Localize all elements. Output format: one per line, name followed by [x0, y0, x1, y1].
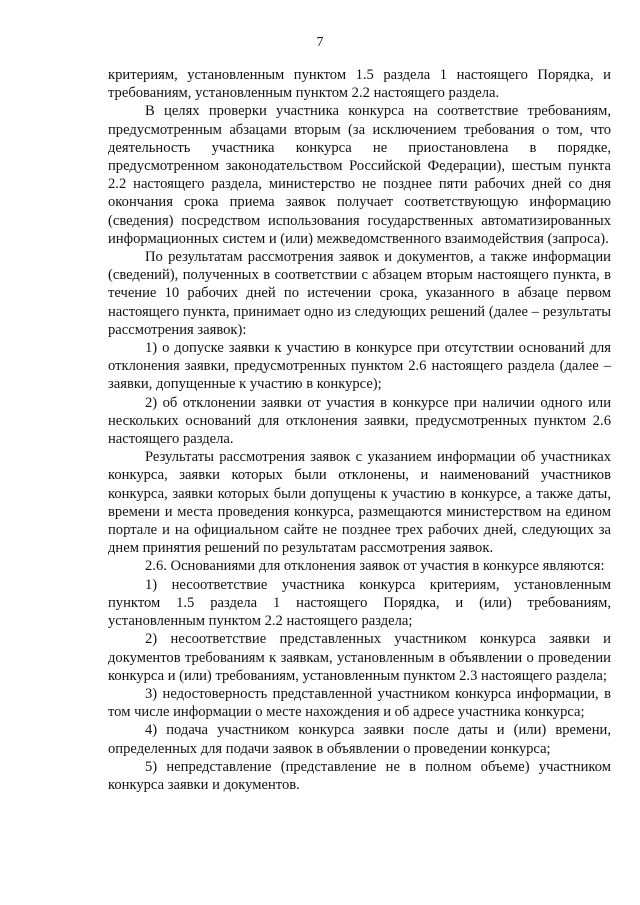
- list-item: 4) подача участником конкурса заявки после даты и (или) времени, определенных для подачи заявок в объявлении о проведении конкурса;: [108, 722, 611, 757]
- list-item: 3) недостоверность представленной участником конкурса информации, в том числе информации о месте нахождения и об адресе участника конкурса;: [108, 685, 611, 721]
- paragraph: В целях проверки участника конкурса на соответствие требованиям, предусмотренным абзацами вторым (за исключением требования о том, что деятельность участника конкурса не приостановлена в порядке, предусмотренном законодательством Российской Федерации), шестым пункта 2.2 настоящего раздела, министерство не позднее пяти рабочих дней со дня окончания срока приема заявок получает соответствующую информацию (сведения) посредством использования государственных автоматизированных информационных систем и (или) межведомственного взаимодействия (запроса).: [108, 103, 611, 247]
- list-item: 1) о допуске заявки к участию в конкурсе при отсутствии оснований для отклонения заявки, предусмотренных пунктом 2.6 настоящего раздела (далее – заявки, допущенные к участию в конкурсе);: [108, 340, 611, 393]
- section-heading-paragraph: 2.6. Основаниями для отклонения заявок от участия в конкурсе являются:: [145, 558, 605, 575]
- document-body: [108, 66, 611, 794]
- list-item: 5) непредставление (представление не в полном объеме) участником конкурса заявки и документов.: [108, 758, 611, 793]
- page-number: 7: [316, 35, 324, 50]
- paragraph-continuation: критериям, установленным пунктом 1.5 раздела 1 настоящего Порядка, и требованиям, установленным пунктом 2.2 настоящего раздела.: [108, 67, 611, 102]
- list-item: 1) несоответствие участника конкурса критериям, установленным пунктом 1.5 раздела 1 настоящего Порядка, и (или) требованиям, установленным пунктом 2.2 настоящего раздела;: [108, 576, 611, 630]
- list-item: 2) несоответствие представленных участником конкурса заявки и документов требованиям к заявкам, установленным в объявлении о проведении конкурса и (или) требованиям, установленным пунктом 2.3 настоящего раздела;: [108, 631, 611, 684]
- list-item: 2) об отклонении заявки от участия в конкурсе при наличии одного или нескольких оснований для отклонения заявки, предусмотренных пунктом 2.6 настоящего раздела.: [108, 394, 611, 448]
- paragraph: По результатам рассмотрения заявок и документов, а также информации (сведений), полученных в соответствии с абзацем вторым настоящего пункта, в течение 10 рабочих дней по истечении срока, указанного в абзаце первом настоящего пункта, принимает одно из следующих решений (далее – результаты рассмотрения заявок):: [108, 249, 611, 338]
- paragraph: Результаты рассмотрения заявок с указанием информации об участниках конкурса, заявки которых были отклонены, и наименований участников конкурса, заявки которых были допущены к участию в конкурсе, а также даты, времени и места проведения конкурса, размещаются министерством на едином портале и на официальном сайте не позднее трех рабочих дней, следующих за днем принятия решений по результатам рассмотрения заявок.: [108, 449, 611, 557]
